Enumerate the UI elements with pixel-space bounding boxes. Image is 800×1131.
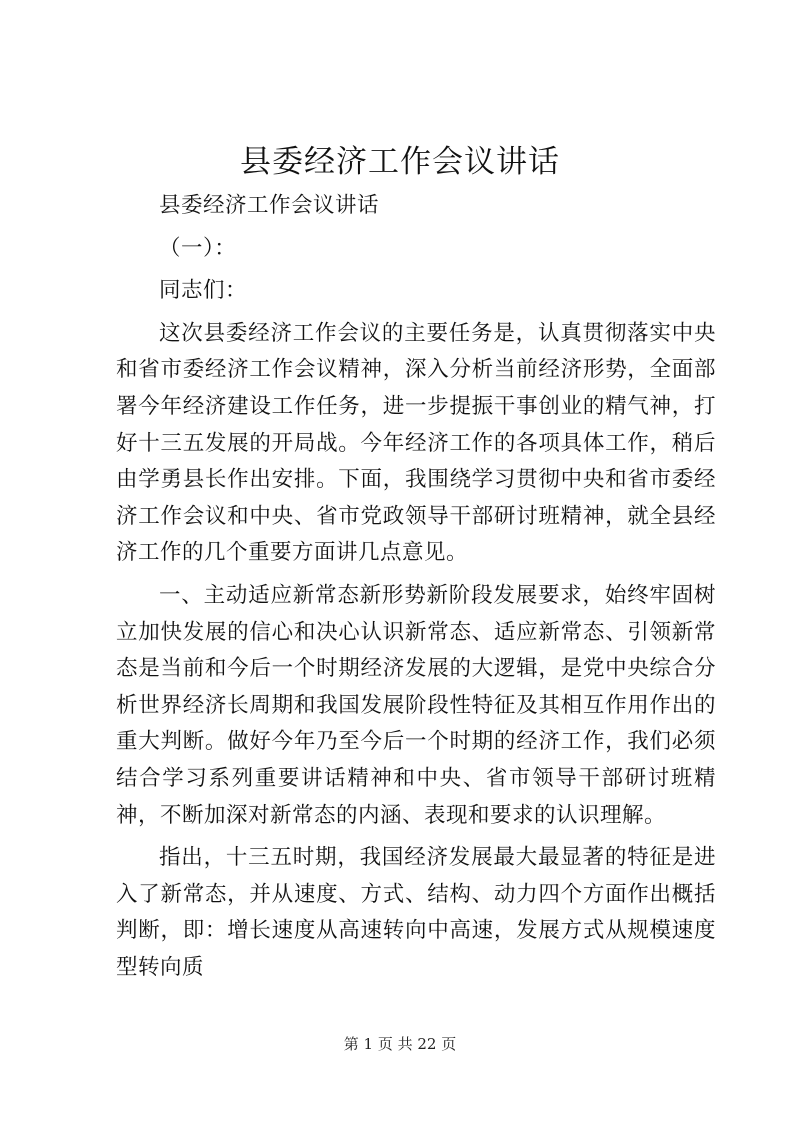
page-number-footer: 第 1 页 共 22 页 xyxy=(343,1035,457,1053)
paragraph-section-one: 一、主动适应新常态新形势新阶段发展要求，始终牢固树立加快发展的信心和决心认识新常态、适应新常态、引领新常态是当前和今后一个时期经济发展的大逻辑，是党中央综合分析世界经济长周期和我国发展阶段性特征及其相互作用作出的重大判断。做好今年乃至今后一个时期的经济工作，我们必须结合学习系列重要讲话精神和中央、省市领导干部研讨班精神，不断加深对新常态的内涵、表现和要求的认识理解。 xyxy=(116,582,716,828)
paragraph-subtitle: 县委经济工作会议讲话 xyxy=(159,193,380,218)
paragraph-intro: 这次县委经济工作会议的主要任务是，认真贯彻落实中央和省市委经济工作会议精神，深入分析当前经济形势，全面部署今年经济建设工作任务，进一步提振干事创业的精气神，打好十三五发展的开局战。今年经济工作的各项具体工作，稍后由学勇县长作出安排。下面，我围绕学习贯彻中央和省市委经济工作会议和中央、省市党政领导干部研讨班精神，就全县经济工作的几个重要方面讲几点意见。 xyxy=(116,320,716,566)
paragraph-section-marker: （一）： xyxy=(159,235,237,261)
document-body xyxy=(116,188,716,986)
paragraph-salutation: 同志们： xyxy=(159,278,248,304)
document-title: 县委经济工作会议讲话 xyxy=(240,144,560,180)
paragraph-new-normal: 指出，十三五时期，我国经济发展最大最显著的特征是进入了新常态，并从速度、方式、结构、动力四个方面作出概括判断，即：增长速度从高速转向中高速，发展方式从规模速度型转向质 xyxy=(116,845,716,980)
